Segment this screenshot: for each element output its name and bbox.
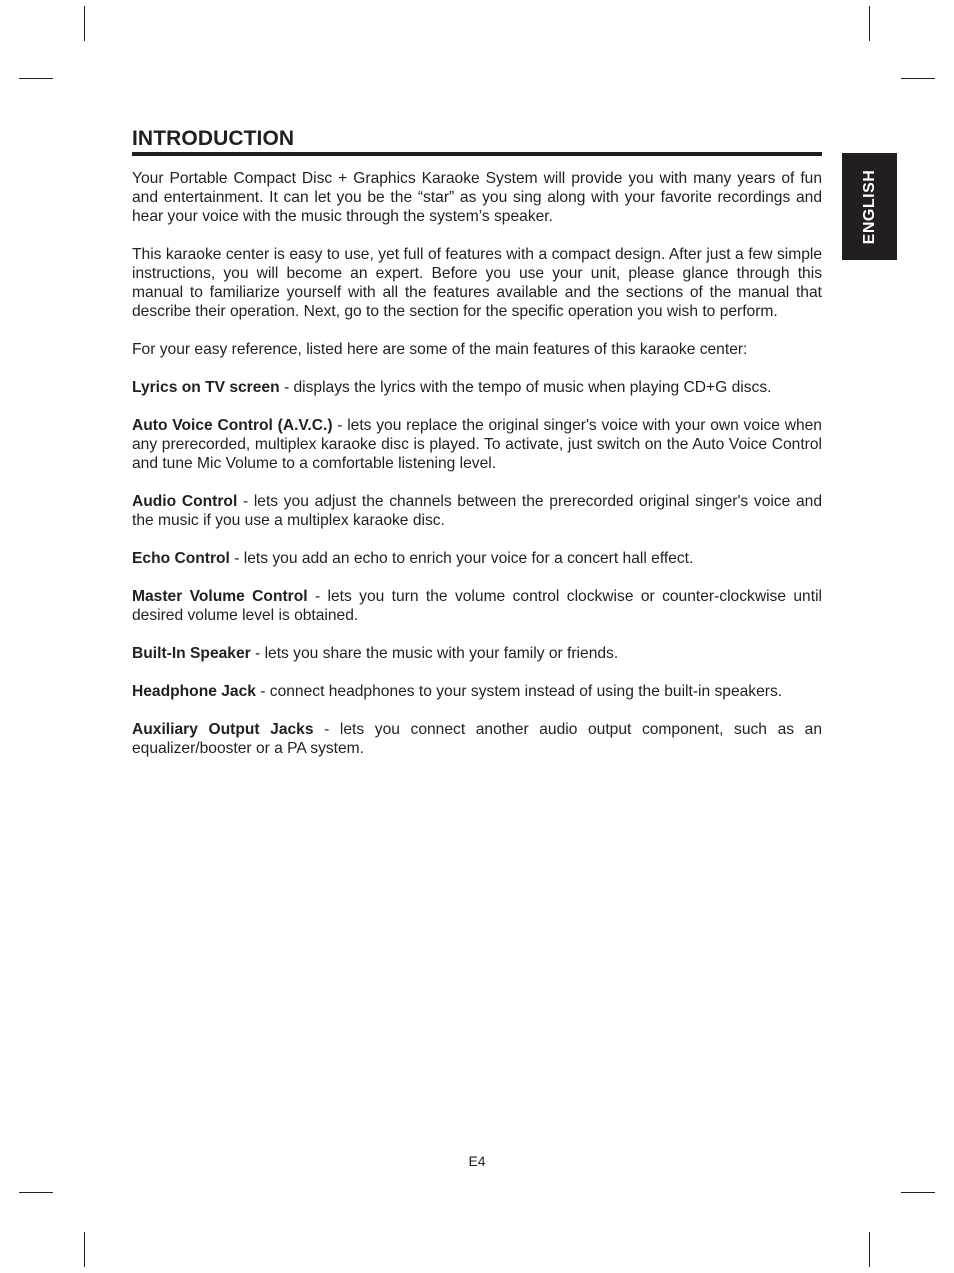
feature-item bbox=[132, 682, 822, 701]
intro-paragraph: For your easy reference, listed here are some of the main features of this karaoke center: bbox=[132, 341, 748, 358]
feature-name: Headphone Jack bbox=[132, 683, 256, 700]
feature-desc: - lets you replace the original singer's voice with your own voice when any prerecorded, multiplex karaoke disc is played. To activate, just switch on the Auto Voice Control and tune Mic Volume to a comfortable listening level. bbox=[132, 417, 822, 472]
feature-name: Master Volume Control bbox=[132, 588, 308, 605]
feature-desc: - lets you share the music with your family or friends. bbox=[250, 645, 619, 662]
feature-item bbox=[132, 416, 822, 473]
feature-name: Auxiliary Output Jacks bbox=[132, 721, 314, 738]
feature-name: Auto Voice Control (A.V.C.) bbox=[132, 417, 333, 434]
feature-name: Lyrics on TV screen bbox=[132, 379, 280, 396]
feature-name: Echo Control bbox=[132, 550, 230, 567]
feature-desc: - connect headphones to your system instead of using the built-in speakers. bbox=[255, 683, 783, 700]
crop-mark bbox=[19, 1192, 53, 1193]
crop-mark bbox=[84, 6, 85, 41]
crop-mark bbox=[19, 78, 53, 79]
feature-desc: - lets you connect another audio output component, such as an equalizer/booster or a PA system. bbox=[132, 721, 822, 757]
feature-desc: - lets you add an echo to enrich your voice for a concert hall effect. bbox=[229, 550, 694, 567]
page-number: E4 bbox=[468, 1153, 486, 1169]
feature-desc: - displays the lyrics with the tempo of music when playing CD+G discs. bbox=[279, 379, 772, 396]
feature-name: Audio Control bbox=[132, 493, 238, 510]
intro-paragraph: Your Portable Compact Disc + Graphics Karaoke System will provide you with many years of fun and entertainment. It can let you be the “star” as you sing along with your favorite recordings and hear your voice with the music through the system’s speaker. bbox=[132, 170, 822, 225]
page-title: INTRODUCTION bbox=[132, 127, 295, 150]
feature-item bbox=[132, 644, 822, 663]
body-text bbox=[132, 169, 822, 777]
intro-paragraph: This karaoke center is easy to use, yet full of features with a compact design. After just a few simple instructions, you will become an expert. Before you use your unit, please glance through this manual to familiarize yourself with all the features available and the sections of the manual that describe their operation. Next, go to the section for the specific operation you wish to perform. bbox=[132, 246, 822, 320]
feature-item bbox=[132, 378, 822, 397]
title-underline bbox=[132, 152, 822, 156]
crop-mark bbox=[869, 1232, 870, 1267]
feature-desc: - lets you adjust the channels between the prerecorded original singer's voice and the music if you use a multiplex karaoke disc. bbox=[132, 493, 822, 529]
crop-mark bbox=[84, 1232, 85, 1267]
feature-item bbox=[132, 720, 822, 758]
feature-name: Built-In Speaker bbox=[132, 645, 251, 662]
crop-mark bbox=[869, 6, 870, 41]
language-tab bbox=[842, 153, 897, 260]
crop-mark bbox=[901, 78, 935, 79]
feature-item bbox=[132, 549, 822, 568]
feature-item bbox=[132, 587, 822, 625]
feature-item bbox=[132, 492, 822, 530]
crop-mark bbox=[901, 1192, 935, 1193]
feature-desc: - lets you turn the volume control clockwise or counter-clockwise until desired volume level is obtained. bbox=[132, 588, 822, 624]
language-tab-label: ENGLISH bbox=[860, 169, 878, 244]
